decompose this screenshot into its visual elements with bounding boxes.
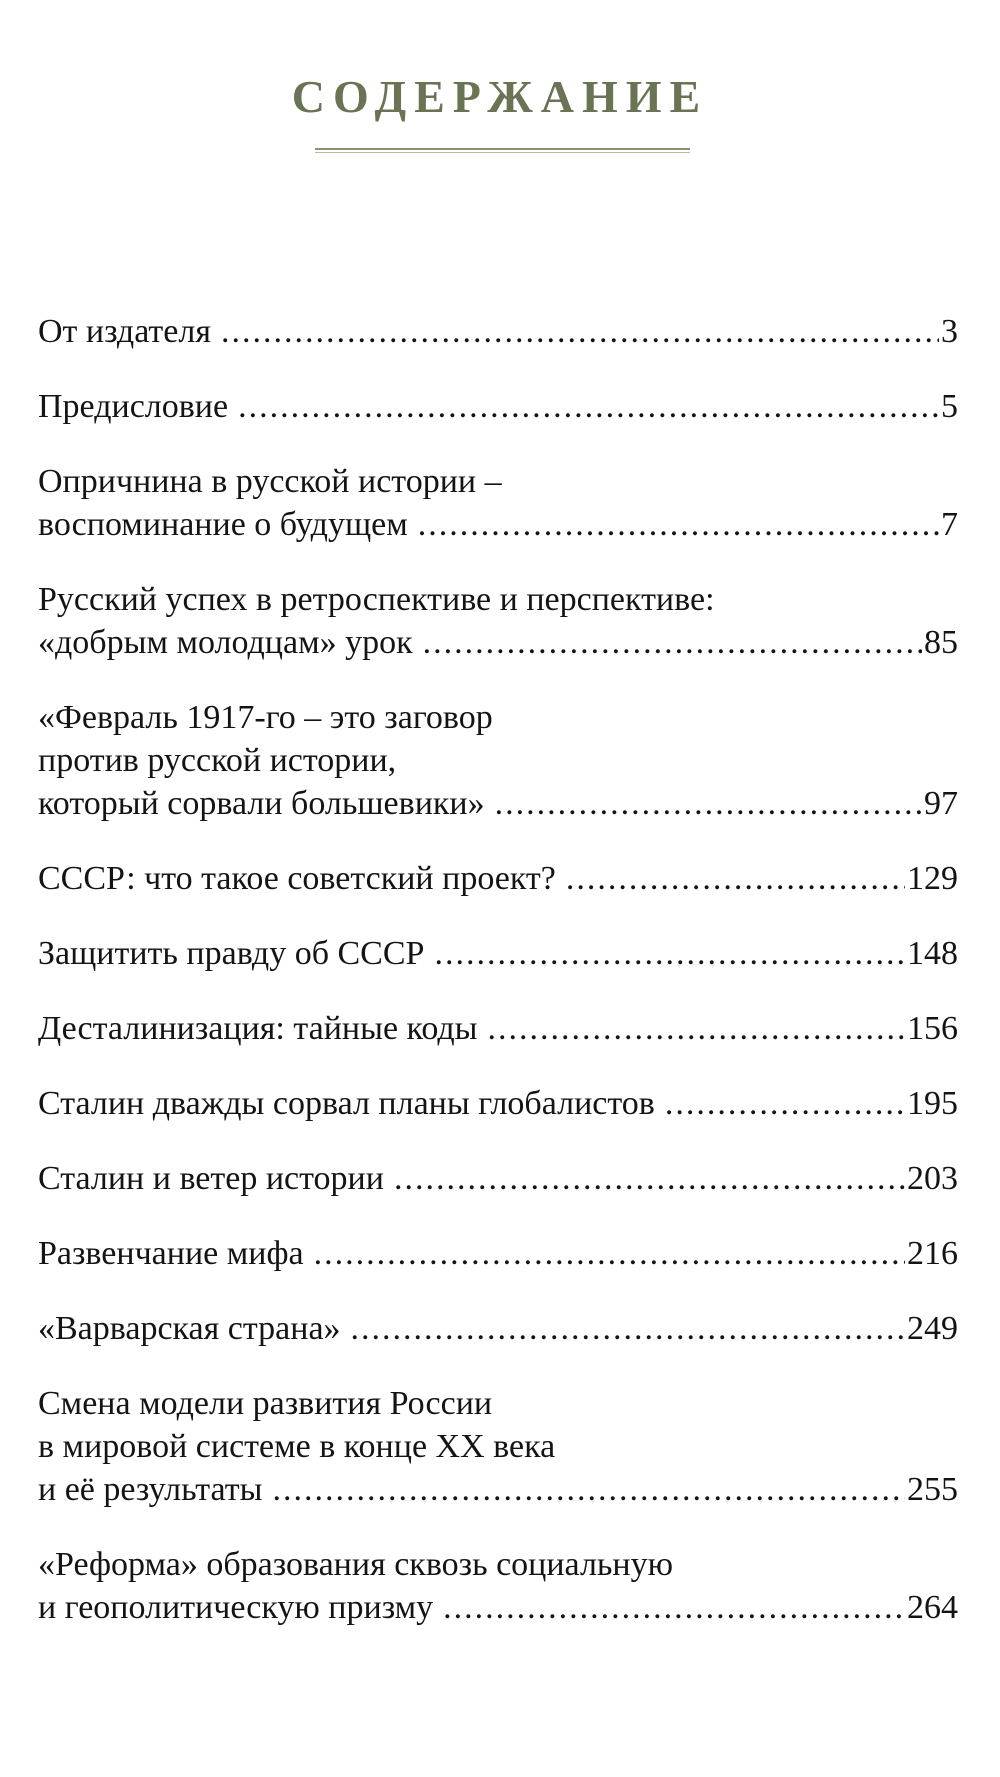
toc-entry-title-line: Сталин дважды сорвал планы глобалистов <box>38 1085 655 1122</box>
toc-entry-page-number: 3 <box>941 313 958 350</box>
title-underline-thin <box>315 152 690 153</box>
toc-entry-last-line <box>38 1007 958 1050</box>
toc-entry-title-line: против русской истории, <box>38 742 397 779</box>
toc-entry-title-line: От издателя <box>38 313 211 350</box>
toc-entry-last-line <box>38 932 958 975</box>
toc-entry-title-line: Опричнина в русской истории – <box>38 463 502 500</box>
toc-entry-last-line <box>38 1232 958 1275</box>
toc-entry-title-line: «Февраль 1917-го – это заговор <box>38 699 493 736</box>
toc-entry[interactable] <box>38 460 958 546</box>
dot-leader <box>488 1007 906 1050</box>
toc-entry-page-number: 156 <box>907 1010 958 1047</box>
toc-entry-page-number: 249 <box>907 1310 958 1347</box>
toc-entry-page-number: 7 <box>941 506 958 543</box>
toc-entry-last-line <box>38 857 958 900</box>
dot-leader <box>495 782 922 825</box>
dot-leader <box>221 310 939 353</box>
toc-entry-title-line: Развенчание мифа <box>38 1235 304 1272</box>
toc-entry[interactable] <box>38 310 958 353</box>
dot-leader <box>314 1232 905 1275</box>
toc-entry-title-line: и её результаты <box>38 1471 263 1508</box>
dot-leader <box>434 932 905 975</box>
toc-entry[interactable] <box>38 857 958 900</box>
toc-entry[interactable] <box>38 1307 958 1350</box>
toc-list <box>38 310 958 1661</box>
title-underline <box>315 148 690 150</box>
toc-entry-page-number: 97 <box>924 785 958 822</box>
toc-entry[interactable] <box>38 696 958 825</box>
toc-entry-title-line: воспоминание о будущем <box>38 506 408 543</box>
dot-leader <box>443 1586 905 1629</box>
toc-entry-page-number: 85 <box>924 624 958 661</box>
dot-leader <box>238 385 939 428</box>
toc-entry-title-line: «добрым молодцам» урок <box>38 624 413 661</box>
toc-entry-title-line: Сталин и ветер истории <box>38 1160 384 1197</box>
toc-entry[interactable] <box>38 932 958 975</box>
dot-leader <box>394 1157 905 1200</box>
toc-entry-title-line: «Реформа» образования сквозь социальную <box>38 1546 674 1583</box>
toc-entry-title-line: который сорвали большевики» <box>38 785 485 822</box>
dot-leader <box>423 621 922 664</box>
toc-entry[interactable] <box>38 1232 958 1275</box>
toc-entry-title-line: Русский успех в ретроспективе и перспективе: <box>38 581 715 618</box>
toc-entry-last-line <box>38 1468 958 1511</box>
toc-entry-last-line <box>38 1157 958 1200</box>
toc-entry[interactable] <box>38 1543 958 1629</box>
toc-entry-last-line <box>38 385 958 428</box>
toc-entry[interactable] <box>38 1007 958 1050</box>
dot-leader <box>272 1468 905 1511</box>
dot-leader <box>665 1082 905 1125</box>
dot-leader <box>566 857 905 900</box>
toc-entry-title-line: в мировой системе в конце XX века <box>38 1428 556 1465</box>
dot-leader <box>351 1307 905 1350</box>
toc-entry-page-number: 203 <box>907 1160 958 1197</box>
toc-entry[interactable] <box>38 1382 958 1511</box>
toc-entry-last-line <box>38 782 958 825</box>
toc-entry-page-number: 195 <box>907 1085 958 1122</box>
toc-entry-title-line: Смена модели развития России <box>38 1385 493 1422</box>
toc-entry-page-number: 264 <box>907 1589 958 1626</box>
toc-entry[interactable] <box>38 1157 958 1200</box>
toc-entry-last-line <box>38 1586 958 1629</box>
toc-entry[interactable] <box>38 385 958 428</box>
toc-entry-last-line <box>38 1082 958 1125</box>
toc-entry-title-line: СССР: что такое советский проект? <box>38 860 556 897</box>
toc-entry-title-line: Защитить правду об СССР <box>38 935 425 972</box>
toc-entry-page-number: 148 <box>907 935 958 972</box>
toc-entry[interactable] <box>38 578 958 664</box>
dot-leader <box>418 503 939 546</box>
toc-entry-page-number: 216 <box>907 1235 958 1272</box>
toc-entry-last-line <box>38 621 958 664</box>
toc-entry-title-line: Предисловие <box>38 388 229 425</box>
toc-entry-page-number: 255 <box>907 1471 958 1508</box>
page-title: СОДЕРЖАНИЕ <box>291 71 709 122</box>
toc-entry[interactable] <box>38 1082 958 1125</box>
toc-entry-title-line: и геополитическую призму <box>38 1589 434 1626</box>
toc-entry-title-line: Десталинизация: тайные коды <box>38 1010 478 1047</box>
toc-entry-page-number: 129 <box>907 860 958 897</box>
toc-entry-last-line <box>38 503 958 546</box>
toc-entry-last-line <box>38 310 958 353</box>
toc-entry-page-number: 5 <box>941 388 958 425</box>
toc-entry-title-line: «Варварская страна» <box>38 1310 341 1347</box>
toc-entry-last-line <box>38 1307 958 1350</box>
